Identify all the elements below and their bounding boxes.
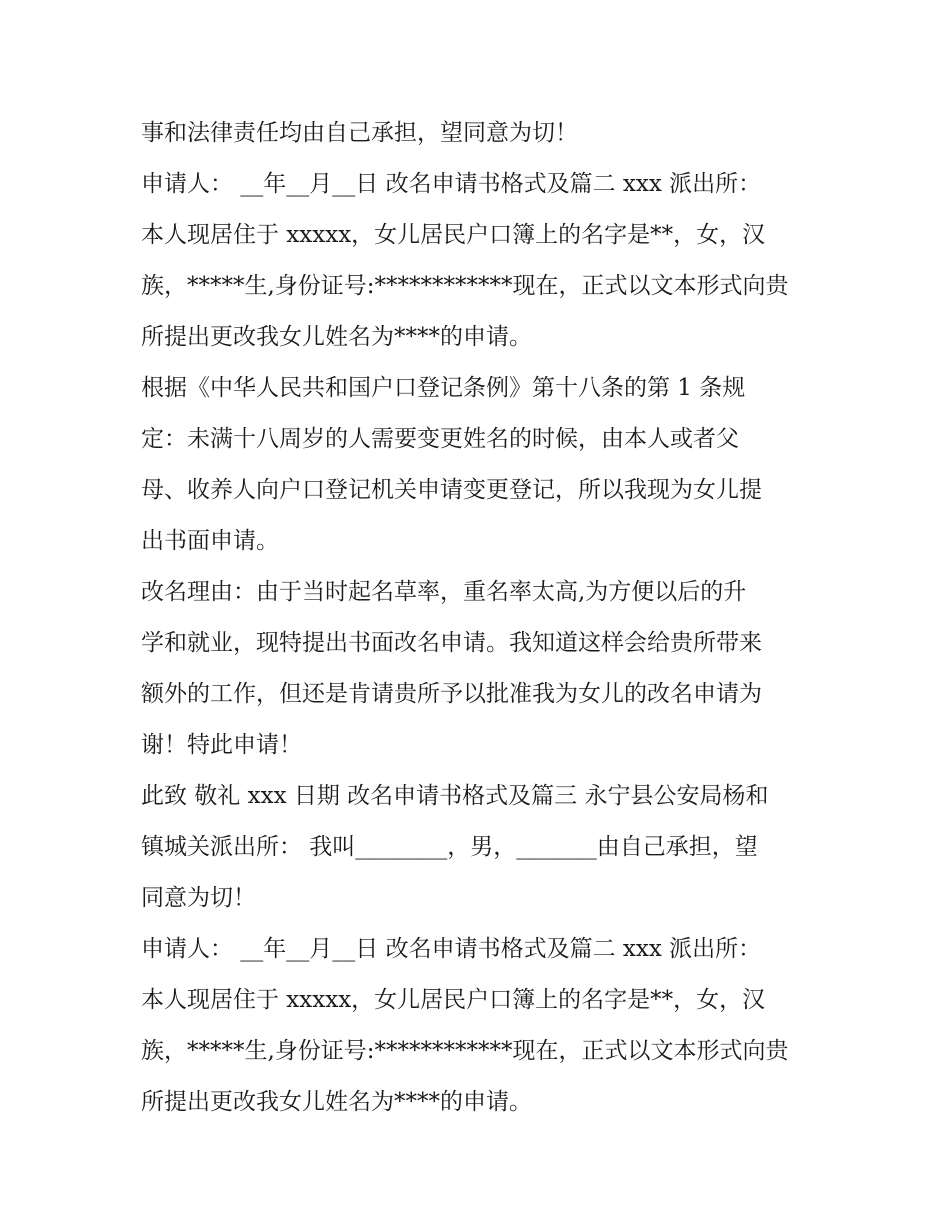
text-line: 改名理由：由于当时起名草率，重名率太高,为方便以后的升 xyxy=(141,579,747,605)
text-line: 母、收养人向户口登记机关申请变更登记，所以我现为女儿提 xyxy=(141,477,762,503)
text-line: 所提出更改我女儿姓名为****的申请。 xyxy=(141,1089,532,1115)
text-line: 族，*****生,身份证号:************现在，正式以文本形式向贵 xyxy=(141,1038,789,1064)
text-line: 谢！特此申请！ xyxy=(141,732,302,758)
text-line: 本人现居住于 xxxxx，女儿居民户口簿上的名字是**，女，汉 xyxy=(141,222,766,248)
text-line: 同意为切！ xyxy=(141,885,256,911)
text-line: 出书面申请。 xyxy=(141,528,279,554)
text-line: 定：未满十八周岁的人需要变更姓名的时候，由本人或者父 xyxy=(141,426,739,452)
text-line: 申请人： __年__月__日 改名申请书格式及篇二 xxx 派出所： xyxy=(141,171,762,197)
text-line: 所提出更改我女儿姓名为****的申请。 xyxy=(141,324,532,350)
text-line: 本人现居住于 xxxxx，女儿居民户口簿上的名字是**，女，汉 xyxy=(141,987,766,1013)
text-line: 此致 敬礼 xxx 日期 改名申请书格式及篇三 永宁县公安局杨和 xyxy=(141,783,769,809)
text-line: 根据《中华人民共和国户口登记条例》第十八条的第 1 条规 xyxy=(141,375,746,401)
text-line: 学和就业，现特提出书面改名申请。我知道这样会给贵所带来 xyxy=(141,630,762,656)
text-line: 额外的工作，但还是肯请贵所予以批准我为女儿的改名申请为 xyxy=(141,681,762,707)
text-line: 申请人： __年__月__日 改名申请书格式及篇二 xxx 派出所： xyxy=(141,936,762,962)
document-body xyxy=(141,108,821,1128)
text-line: 族，*****生,身份证号:************现在，正式以文本形式向贵 xyxy=(141,273,789,299)
text-line: 镇城关派出所： 我叫________，男，_______由自己承担，望 xyxy=(141,834,758,860)
text-line: 事和法律责任均由自己承担，望同意为切！ xyxy=(141,120,578,146)
